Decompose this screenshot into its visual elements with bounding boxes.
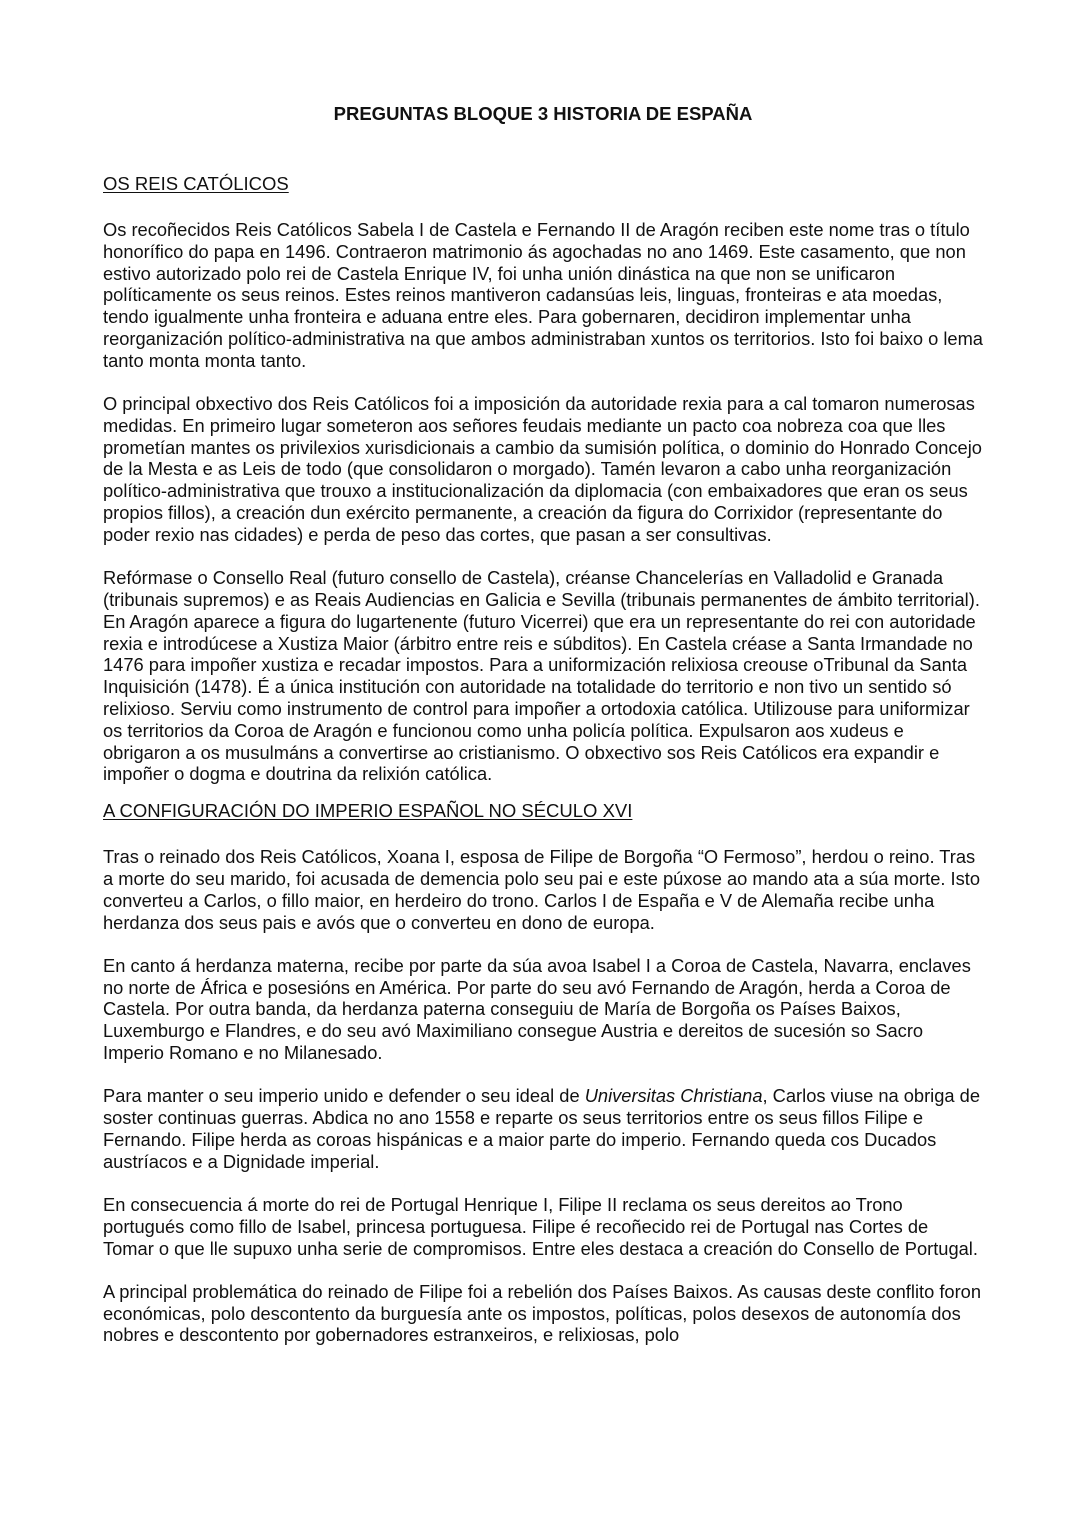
paragraph-text: Para manter o seu imperio unido e defender o seu ideal de (103, 1085, 585, 1107)
paragraph: En consecuencia á morte do rei de Portugal Henrique I, Filipe II reclama os seus dereitos ao Trono portugués como fillo de Isabel, princesa portuguesa. Filipe é recoñecido rei de Portugal nas Cortes de Tomar o que lle supuxo unha serie de compromisos. Entre eles destaca a creación do Consello de Portugal. (103, 1193, 978, 1259)
section-heading-reis-catolicos: OS REIS CATÓLICOS (103, 173, 289, 194)
paragraph (103, 1085, 983, 1172)
document-page (103, 100, 983, 1368)
paragraph-text: , Carlos viuse na obriga de soster continuas guerras. Abdica no ano 1558 e reparte os seus territorios entre os seus fillos Filipe e Fernando. Filipe herda as coroas hispánicas e a maior parte do imperio. Fernando queda cos Ducados austríacos e a Dignidade imperial. (103, 1085, 980, 1172)
italic-term: Universitas Christiana (584, 1085, 763, 1107)
paragraph: O principal obxectivo dos Reis Católicos foi a imposición da autoridade rexia para a cal tomaron numerosas medidas. En primeiro lugar someteron aos señores feudais mediante un pacto coa nobreza coa que lles prometían mantes os privilexios xurisdicionais a cambio da sumisión política, o dominio do Honrado Concejo de la Mesta e as Leis de todo (que consolidaron o morgado). Tamén levaron a cabo unha reorganización político-administrativa que trouxo a institucionalización da diplomacia (con embaixadores que eran os seus propios fillos), a creación dun exército permanente, a creación da figura do Corrixidor (representante do poder rexio nas cidades) e perda de peso das cortes, que pasan a ser consultivas. (103, 393, 982, 545)
section-heading-imperio-espanol: A CONFIGURACIÓN DO IMPERIO ESPAÑOL NO SÉCULO XVI (103, 800, 633, 822)
paragraph: Tras o reinado dos Reis Católicos, Xoana I, esposa de Filipe de Borgoña “O Fermoso”, herdou o reino. Tras a morte do seu marido, foi acusada de demencia polo seu pai e este púxose ao mando ata a súa morte. Isto converteu a Carlos, o fillo maior, en herdeiro do trono. Carlos I de España e V de Alemaña recibe unha herdanza dos seus pais e avós que o converteu en dono de europa. (103, 846, 981, 933)
paragraph: Os recoñecidos Reis Católicos Sabela I de Castela e Fernando II de Aragón reciben este nome tras o título honorífico do papa en 1496. Contraeron matrimonio ás agochadas no ano 1469. Este casamento, que non estivo autorizado polo rei de Castela Enrique IV, foi unha unión dinástica na que non se unificaron políticamente os seus reinos. Estes reinos mantiveron cadansúas leis, linguas, fronteiras e ata moedas, tendo igualmente unha fronteira e aduana entre eles. Para gobernaren, decidiron implementar unha reorganización político-administrativa na que ambos administraban xuntos os territorios. Isto foi baixo o lema tanto monta monta tanto. (103, 219, 983, 371)
paragraph: Refórmase o Consello Real (futuro consello de Castela), créanse Chancelerías en Valladolid e Granada (tribunais supremos) e as Reais Audiencias en Galicia e Sevilla (tribunais permanentes de ámbito territorial). En Aragón aparece a figura do lugartenente (futuro Vicerrei) que era un representante do rei con autoridade rexia e introdúcese a Xustiza Maior (árbitro entre reis e súbditos). En Castela créase a Santa Irmandade no 1476 para impoñer xustiza e recadar impostos. Para a uniformización relixiosa creouse oTribunal da Santa Inquisición (1478). É a única institución con autoridade na totalidade do territorio e non tivo un sentido só relixioso. Serviu como instrumento de control para impoñer a ortodoxia católica. Utilizouse para uniformizar os territorios da Coroa de Aragón e funcionou como unha policía política. Expulsaron aos xudeus e obrigaron a os musulmáns a convertirse ao cristianismo. O obxectivo sos Reis Católicos era expandir e impoñer o dogma e doutrina da relixión católica. (103, 567, 980, 785)
document-title: PREGUNTAS BLOQUE 3 HISTORIA DE ESPAÑA (333, 103, 753, 124)
paragraph: En canto á herdanza materna, recibe por parte da súa avoa Isabel I a Coroa de Castela, Navarra, enclaves no norte de África e posesións en América. Por parte do seu avó Fernando de Aragón, herda a Coroa de Castela. Por outra banda, da herdanza paterna conseguiu de María de Borgoña os Países Baixos, Luxemburgo e Flandres, e do seu avó Maximiliano consegue Austria e dereitos de sucesión so Sacro Imperio Romano e no Milanesado. (103, 954, 971, 1063)
paragraph: A principal problemática do reinado de Filipe foi a rebelión dos Países Baixos. As causas deste conflito foron económicas, polo descontento da burguesía ante os impostos, políticas, polos desexos de autonomía dos nobres e descontento por gobernadores estranxeiros, e relixiosas, polo (103, 1280, 982, 1346)
